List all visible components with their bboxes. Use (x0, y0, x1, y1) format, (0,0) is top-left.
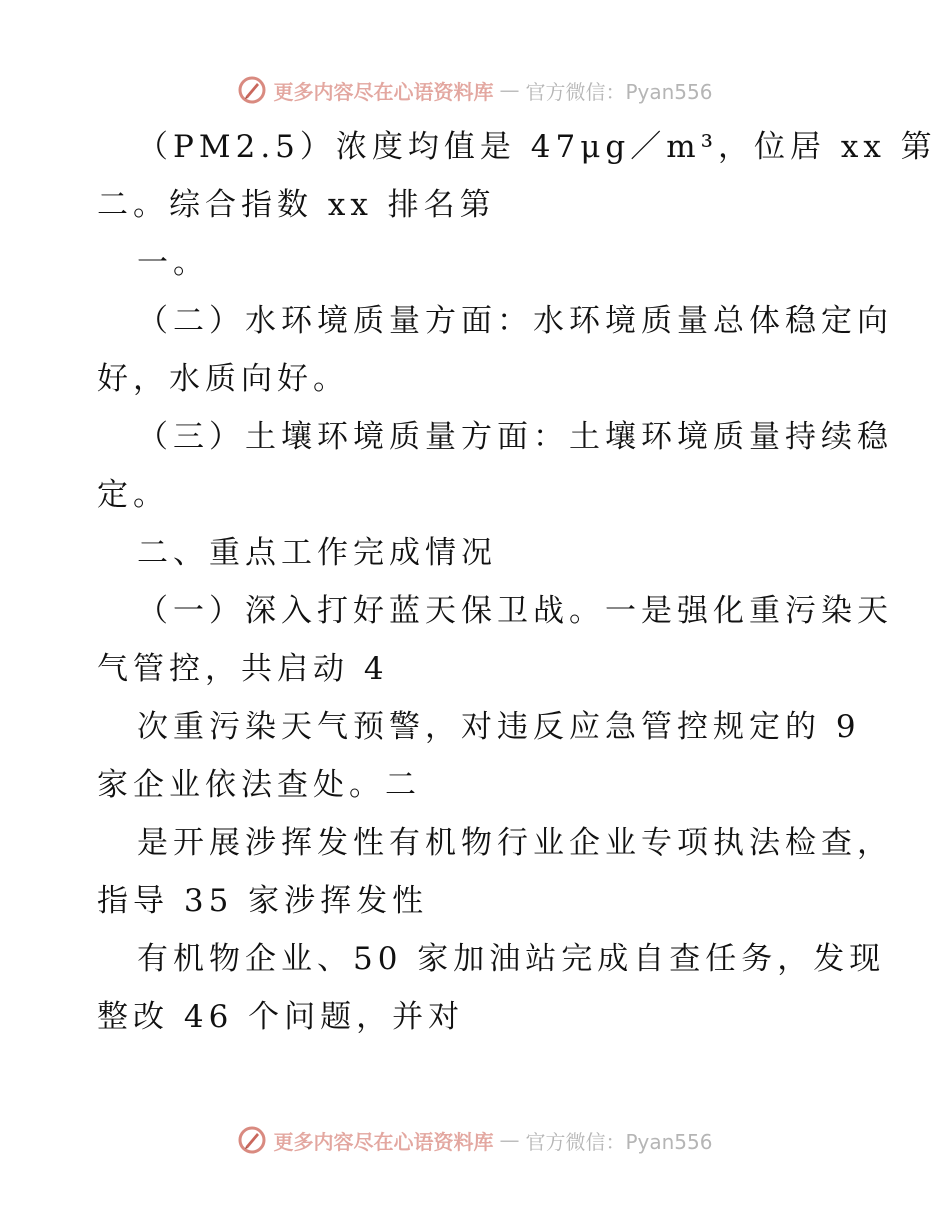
watermark-separator: — (499, 78, 520, 102)
text-line: 有机物企业、50 家加油站完成自查任务，发现 (137, 941, 886, 977)
footer-watermark (0, 1120, 950, 1160)
text-line: 是开展涉挥发性有机物行业企业专项执法检查， (137, 825, 893, 861)
text-line: 一。 (137, 245, 209, 281)
text-line: 二。综合指数 xx 排名第 (97, 187, 496, 223)
header-watermark (0, 70, 950, 110)
watermark-separator: — (499, 1128, 520, 1152)
watermark-brand-text: 更多内容尽在心语资料库 (273, 79, 494, 104)
text-line: 指导 35 家涉挥发性 (97, 883, 429, 919)
text-line: 家企业依法查处。二 (97, 767, 421, 803)
text-line: 好，水质向好。 (97, 361, 349, 397)
section-heading: 二、重点工作完成情况 (137, 535, 497, 571)
text-line: 定。 (97, 477, 169, 513)
document-body (97, 118, 937, 1046)
text-line: 次重污染天气预警，对违反应急管控规定的 9 (137, 709, 861, 745)
quill-pen-icon (237, 1125, 267, 1155)
text-line: （一）深入打好蓝天保卫战。一是强化重污染天 (137, 593, 893, 629)
watermark-wechat-text: 官方微信：Pyan556 (525, 1129, 713, 1154)
text-line: 整改 46 个问题，并对 (97, 999, 465, 1035)
text-line: （二）水环境质量方面：水环境质量总体稳定向 (137, 303, 893, 339)
text-line: （PM2.5）浓度均值是 47μg／m³，位居 xx 第 (137, 129, 937, 165)
text-line: （三）土壤环境质量方面：土壤环境质量持续稳 (137, 419, 893, 455)
watermark-brand-text: 更多内容尽在心语资料库 (273, 1129, 494, 1154)
text-line: 气管控，共启动 4 (97, 651, 389, 687)
watermark-wechat-text: 官方微信：Pyan556 (525, 79, 713, 104)
quill-pen-icon (237, 75, 267, 105)
